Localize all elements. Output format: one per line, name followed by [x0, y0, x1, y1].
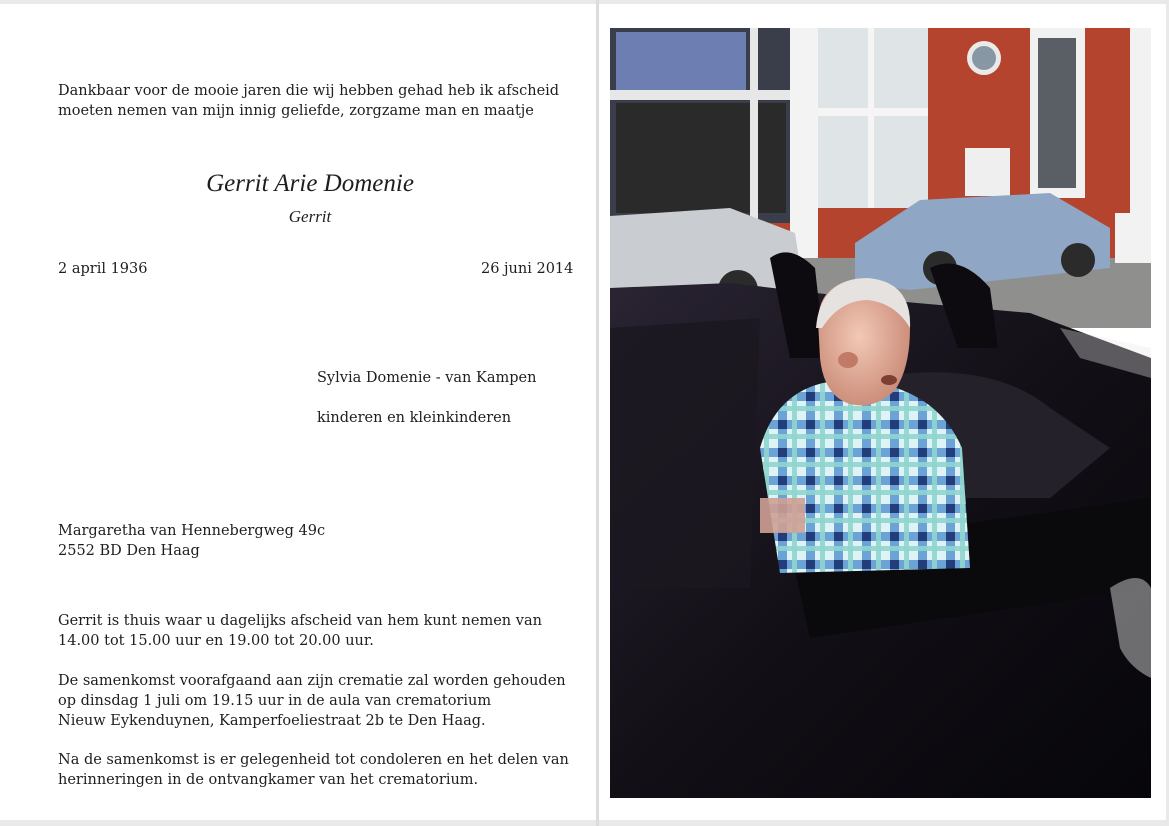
portrait-photo [610, 28, 1151, 798]
death-date: 26 juni 2014 [481, 261, 574, 277]
visiting-line-2: 14.00 tot 15.00 uur en 19.00 tot 20.00 uur. [58, 633, 374, 649]
ceremony-line-2: op dinsdag 1 juli om 19.15 uur in de aula van crematorium [58, 693, 492, 709]
ceremony-line-3: Nieuw Eykenduynen, Kamperfoeliestraat 2b te Den Haag. [58, 713, 486, 729]
spouse-name: Sylvia Domenie - van Kampen [317, 370, 537, 386]
address-street: Margaretha van Hennebergweg 49c [58, 523, 326, 539]
ceremony-line-1: De samenkomst voorafgaand aan zijn crematie zal worden gehouden [58, 673, 566, 689]
visiting-line-1: Gerrit is thuis waar u dagelijks afscheid van hem kunt nemen van [58, 613, 542, 629]
condolence-line-1: Na de samenkomst is er gelegenheid tot condoleren en het delen van [58, 752, 569, 768]
birth-date: 2 april 1936 [58, 261, 148, 277]
children-line: kinderen en kleinkinderen [317, 410, 512, 426]
deceased-name: Gerrit Arie Domenie [206, 170, 414, 197]
intro-line-2: moeten nemen van mijn innig geliefde, zorgzame man en maatje [58, 103, 534, 119]
condolence-line-2: herinneringen in de ontvangkamer van het crematorium. [58, 772, 479, 788]
deceased-nickname: Gerrit [288, 207, 332, 226]
intro-line-1: Dankbaar voor de mooie jaren die wij hebben gehad heb ik afscheid [58, 83, 560, 99]
address-city: 2552 BD Den Haag [58, 543, 200, 559]
